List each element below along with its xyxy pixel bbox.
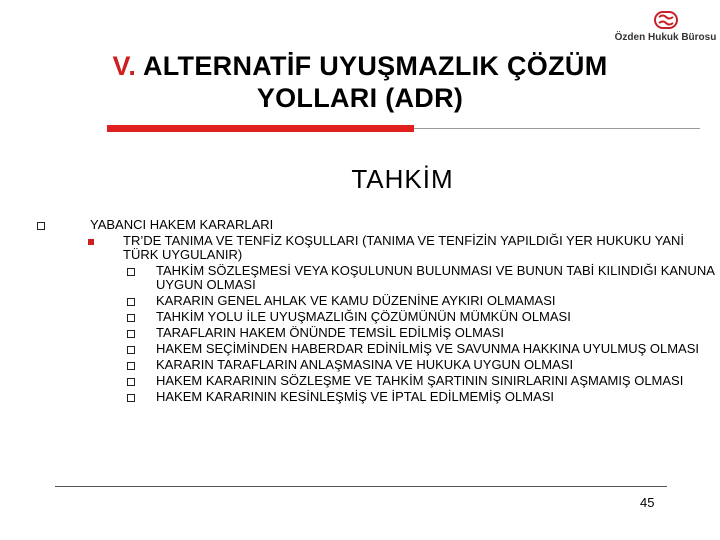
- list-item: [0, 264, 720, 292]
- square-bullet-icon: [127, 362, 135, 370]
- list-item: [0, 294, 720, 308]
- square-bullet-icon: [127, 378, 135, 386]
- footer-divider: [55, 486, 667, 487]
- list-item: [0, 374, 720, 388]
- list-item: [0, 342, 720, 356]
- list-item: [0, 310, 720, 324]
- list-item-text: HAKEM SEÇİMİNDEN HABERDAR EDİNİLMİŞ VE SAVUNMA HAKKINA UYULMUŞ OLMASI: [156, 341, 699, 356]
- outline-level-2-text: TR’DE TANIMA VE TENFİZ KOŞULLARI (TANIMA VE TENFİZİN YAPILDIĞI YER HUKUKU YANİ TÜRK UYGULANIR): [123, 233, 685, 262]
- list-item-text: KARARIN TARAFLARIN ANLAŞMASINA VE HUKUKA UYGUN OLMASI: [156, 357, 574, 372]
- square-bullet-icon: [127, 314, 135, 322]
- page-title: [40, 50, 680, 114]
- outline-level-2: [0, 234, 720, 262]
- title-underline-rule: [414, 128, 700, 129]
- list-item: [0, 390, 720, 404]
- firm-name: Özden Hukuk Bürosu: [614, 32, 717, 43]
- ohb-monogram-icon: [654, 10, 678, 30]
- list-item-text: TAHKİM SÖZLEŞMESİ VEYA KOŞULUNUN BULUNMASI VE BUNUN TABİ KILINDIĞI KANUNA UYGUN OLMASI: [156, 263, 715, 292]
- firm-logo: [613, 10, 718, 48]
- square-bullet-icon: [127, 394, 135, 402]
- list-item: [0, 358, 720, 372]
- list-item-text: HAKEM KARARININ KESİNLEŞMİŞ VE İPTAL EDİLMEMİŞ OLMASI: [156, 389, 555, 404]
- title-line-2: YOLLARI (ADR): [256, 83, 464, 113]
- list-item-text: HAKEM KARARININ SÖZLEŞME VE TAHKİM ŞARTININ SINIRLARINI AŞMAMIŞ OLMASI: [156, 373, 684, 388]
- square-bullet-icon: [37, 222, 45, 230]
- section-number: V.: [112, 51, 137, 81]
- outline-level-1: [0, 218, 720, 232]
- square-bullet-icon: [127, 268, 135, 276]
- outline-level-1-text: YABANCI HAKEM KARARLARI: [90, 217, 274, 232]
- list-item-text: TARAFLARIN HAKEM ÖNÜNDE TEMSİL EDİLMİŞ OLMASI: [156, 325, 504, 340]
- list-item-text: TAHKİM YOLU İLE UYUŞMAZLIĞIN ÇÖZÜMÜNÜN MÜMKÜN OLMASI: [156, 309, 571, 324]
- title-line-1: ALTERNATİF UYUŞMAZLIK ÇÖZÜM: [142, 51, 608, 81]
- title-underline-accent: [107, 125, 414, 132]
- list-item-text: KARARIN GENEL AHLAK VE KAMU DÜZENİNE AYKIRI OLMAMASI: [156, 293, 556, 308]
- section-subtitle: TAHKİM: [351, 164, 454, 194]
- list-item: [0, 326, 720, 340]
- square-bullet-icon: [127, 346, 135, 354]
- square-bullet-icon: [127, 298, 135, 306]
- page-number: 45: [640, 495, 655, 510]
- square-bullet-icon: [127, 330, 135, 338]
- outline: [0, 218, 720, 404]
- filled-square-bullet-icon: [88, 239, 94, 245]
